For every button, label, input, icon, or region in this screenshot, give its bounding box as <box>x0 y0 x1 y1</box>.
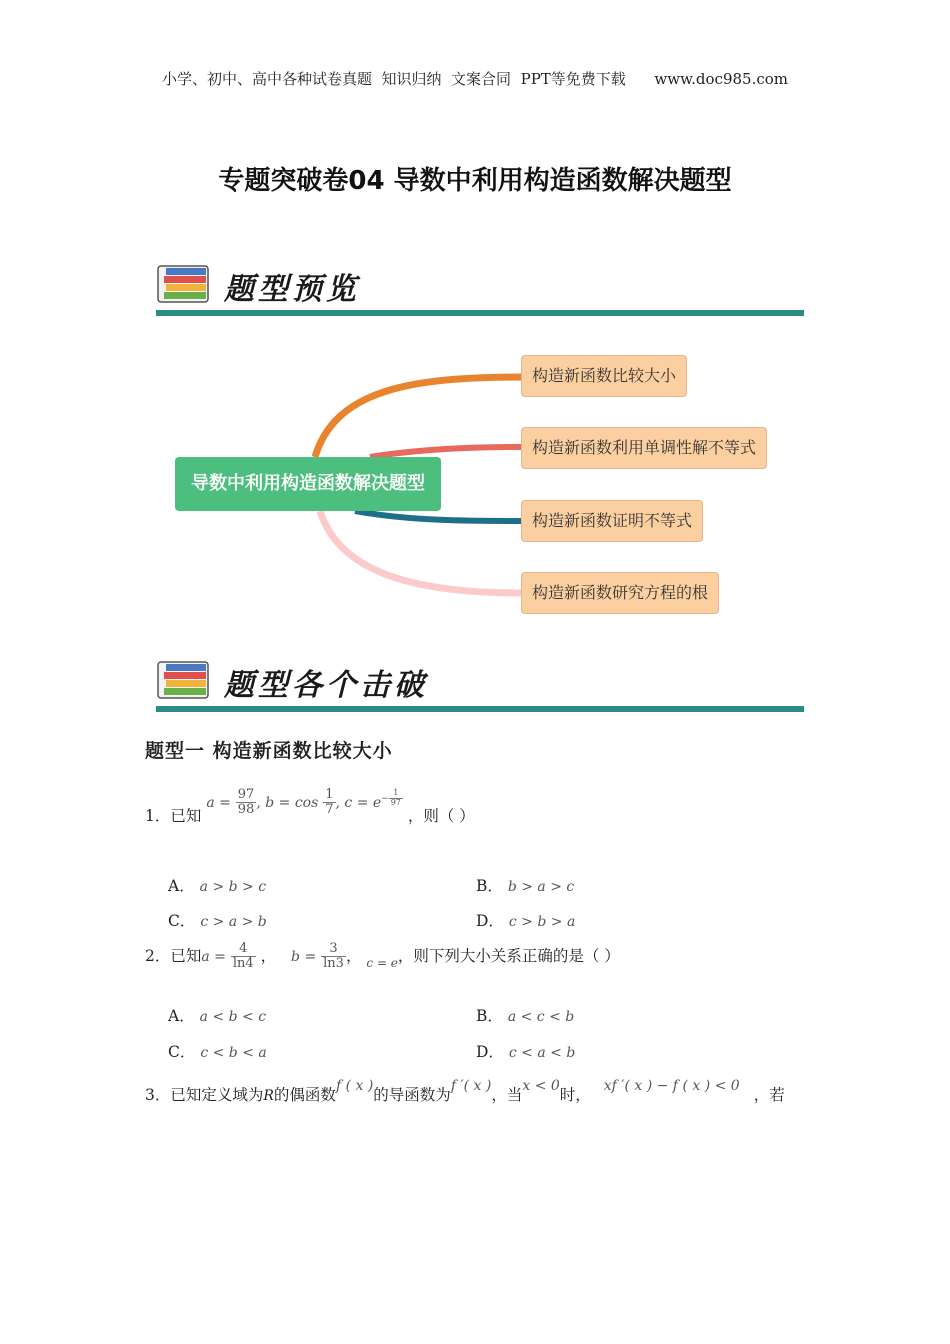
q2-option-b[interactable]: B． a < c < b <box>476 1007 575 1025</box>
q1-option-a[interactable]: A． a > b > c <box>168 877 267 895</box>
mindmap-root: 导数中利用构造函数解决题型 <box>175 457 441 511</box>
q1-c-exponent: − 1 97 <box>381 787 401 807</box>
section-preview-label: 题型预览 <box>224 272 360 307</box>
mindmap-branch-1: 构造新函数比较大小 <box>521 355 687 397</box>
q2-b-frac: $\frac{3}{\ln 3}$ <box>323 941 344 972</box>
q2-option-a[interactable]: A． a < b < c <box>168 1007 267 1025</box>
q1-c-lhs: , c = e <box>335 794 382 811</box>
question-1 <box>145 788 475 826</box>
question-type-heading: 题型一 构造新函数比较大小 <box>145 740 393 762</box>
books-icon <box>156 262 214 306</box>
branch-connector-2 <box>370 447 522 457</box>
section-breakdown-label: 题型各个击破 <box>224 668 428 703</box>
q2-prefix: 2．已知 <box>145 946 202 965</box>
branch-connector-3 <box>355 511 522 521</box>
q1-option-d[interactable]: D． c > b > a <box>476 912 576 930</box>
q1-b-frac: $\frac{1}{7}$ <box>325 787 334 818</box>
q1-option-b[interactable]: B． b > a > c <box>476 877 575 895</box>
section-rule <box>156 310 804 316</box>
q1-tail: ，则（ ） <box>407 806 475 825</box>
books-icon <box>156 658 214 702</box>
q1-a-lhs: a = <box>206 794 231 811</box>
question-3: 3．已知定义域为R的偶函数f ( x )的导函数为f ′( x )，当x < 0时， xf ′( x ) − f ( x ) < 0 ，若 <box>145 1078 785 1104</box>
mindmap-branch-3: 构造新函数证明不等式 <box>521 500 703 542</box>
section-breakdown-heading <box>156 654 804 712</box>
header-url[interactable]: www.doc985.com <box>654 70 788 88</box>
mindmap-branch-2: 构造新函数利用单调性解不等式 <box>521 427 767 469</box>
q2-a-frac: $\frac{4}{\ln 4}$ <box>232 941 254 972</box>
section-preview-heading <box>156 258 804 316</box>
q1-option-c[interactable]: C． c > a > b <box>168 912 267 930</box>
section-rule <box>156 706 804 712</box>
page-title: 专题突破卷04 导数中利用构造函数解决题型 <box>218 166 732 196</box>
site-header <box>0 68 950 89</box>
q1-prefix: 1．已知 <box>145 806 202 825</box>
mindmap <box>170 345 790 615</box>
header-text: 小学、初中、高中各种试卷真题 知识归纳 文案合同 PPT等免费下载 <box>161 70 626 88</box>
q1-a-frac: $\frac{97}{98}$ <box>237 787 255 818</box>
q1-b-lhs: , b = cos <box>256 794 319 811</box>
q2-option-c[interactable]: C． c < b < a <box>168 1043 267 1061</box>
question-2: 2．已知a = $\frac{4}{\ln 4}$ ， b = $\frac{3}{\ln 3}$ ， $_{c = e}$，则下列大小关系正确的是（ ） <box>145 941 620 972</box>
q2-option-d[interactable]: D． c < a < b <box>476 1043 576 1061</box>
mindmap-branch-4: 构造新函数研究方程的根 <box>521 572 719 614</box>
